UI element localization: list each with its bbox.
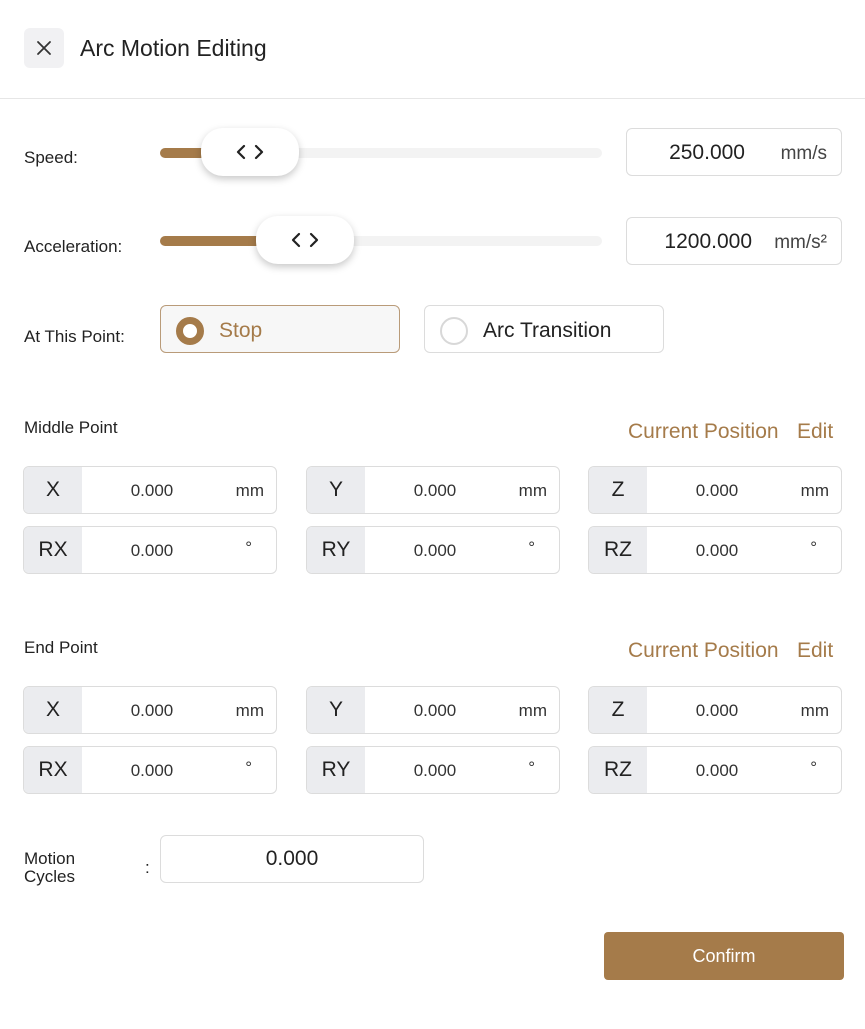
radio-arc-transition-label: Arc Transition: [483, 319, 612, 342]
motion-cycles-label: [24, 850, 75, 886]
axis-label: Z: [589, 467, 647, 513]
axis-label: RZ: [589, 527, 647, 573]
axis-label: RX: [24, 527, 82, 573]
end-rz-value[interactable]: 0.000: [695, 761, 739, 780]
confirm-button[interactable]: Confirm: [604, 932, 844, 980]
middle-x-value[interactable]: 0.000: [130, 481, 174, 500]
end-y-field[interactable]: [306, 686, 560, 734]
middle-edit-link[interactable]: Edit: [797, 420, 834, 443]
middle-ry-value[interactable]: 0.000: [413, 541, 457, 560]
end-ry-field[interactable]: [306, 746, 560, 794]
end-z-field[interactable]: [588, 686, 842, 734]
axis-label: X: [24, 687, 82, 733]
end-rz-field[interactable]: [588, 746, 842, 794]
at-this-point-label: At This Point:: [24, 327, 125, 346]
unit-label: °: [528, 758, 535, 777]
unit-label: °: [528, 538, 535, 557]
acceleration-value: 1200.000: [664, 230, 752, 253]
middle-rx-field[interactable]: [23, 526, 277, 574]
axis-label: Y: [307, 467, 365, 513]
speed-unit: mm/s: [780, 143, 827, 164]
acceleration-slider[interactable]: [160, 216, 602, 270]
end-edit-link[interactable]: Edit: [797, 639, 834, 662]
radio-unselected-icon: [440, 317, 468, 345]
speed-slider-thumb[interactable]: [201, 128, 299, 176]
chevron-left-right-icon: [230, 144, 270, 160]
dialog-header: [0, 0, 865, 99]
unit-label: mm: [235, 701, 264, 720]
unit-label: °: [810, 538, 817, 557]
end-ry-value[interactable]: 0.000: [413, 761, 457, 780]
unit-label: °: [245, 758, 252, 777]
end-x-value[interactable]: 0.000: [130, 701, 174, 720]
unit-label: mm: [235, 481, 264, 500]
axis-label: Y: [307, 687, 365, 733]
end-rx-field[interactable]: [23, 746, 277, 794]
middle-rz-value[interactable]: 0.000: [695, 541, 739, 560]
acceleration-value-box[interactable]: [626, 217, 842, 265]
axis-label: RY: [307, 527, 365, 573]
speed-label: Speed:: [24, 148, 78, 167]
radio-selected-icon: [176, 317, 204, 345]
radio-stop[interactable]: [160, 305, 400, 353]
unit-label: mm: [518, 701, 547, 720]
motion-cycles-colon: :: [145, 858, 150, 877]
motion-cycles-label-line1: Motion: [24, 849, 76, 868]
end-point-title: End Point: [24, 638, 98, 657]
acceleration-unit: mm/s²: [774, 232, 827, 253]
chevron-left-right-icon: [285, 232, 325, 248]
axis-label: RX: [24, 747, 82, 793]
axis-label: RY: [307, 747, 365, 793]
middle-current-position-link[interactable]: Current Position: [628, 420, 779, 443]
end-x-field[interactable]: [23, 686, 277, 734]
middle-rz-field[interactable]: [588, 526, 842, 574]
axis-label: Z: [589, 687, 647, 733]
middle-y-field[interactable]: [306, 466, 560, 514]
unit-label: mm: [800, 701, 829, 720]
end-rx-value[interactable]: 0.000: [130, 761, 174, 780]
axis-label: RZ: [589, 747, 647, 793]
motion-cycles-label-line2: Cycles: [24, 867, 76, 886]
middle-ry-field[interactable]: [306, 526, 560, 574]
middle-z-field[interactable]: [588, 466, 842, 514]
end-z-value[interactable]: 0.000: [695, 701, 739, 720]
speed-value: 250.000: [669, 141, 745, 164]
dialog-title: Arc Motion Editing: [80, 35, 267, 61]
middle-rx-value[interactable]: 0.000: [130, 541, 174, 560]
close-icon: [36, 40, 52, 56]
axis-label: X: [24, 467, 82, 513]
close-button[interactable]: [24, 28, 64, 68]
radio-stop-label: Stop: [219, 319, 263, 342]
middle-x-field[interactable]: [23, 466, 277, 514]
end-current-position-link[interactable]: Current Position: [628, 639, 779, 662]
speed-value-box[interactable]: [626, 128, 842, 176]
unit-label: °: [245, 538, 252, 557]
unit-label: °: [810, 758, 817, 777]
middle-y-value[interactable]: 0.000: [413, 481, 457, 500]
unit-label: mm: [800, 481, 829, 500]
middle-point-title: Middle Point: [24, 418, 118, 437]
middle-z-value[interactable]: 0.000: [695, 481, 739, 500]
radio-arc-transition[interactable]: [424, 305, 664, 353]
unit-label: mm: [518, 481, 547, 500]
end-y-value[interactable]: 0.000: [413, 701, 457, 720]
acceleration-label: Acceleration:: [24, 237, 123, 256]
motion-cycles-input[interactable]: 0.000: [160, 835, 424, 883]
acceleration-slider-thumb[interactable]: [256, 216, 354, 264]
speed-slider[interactable]: [160, 128, 602, 182]
